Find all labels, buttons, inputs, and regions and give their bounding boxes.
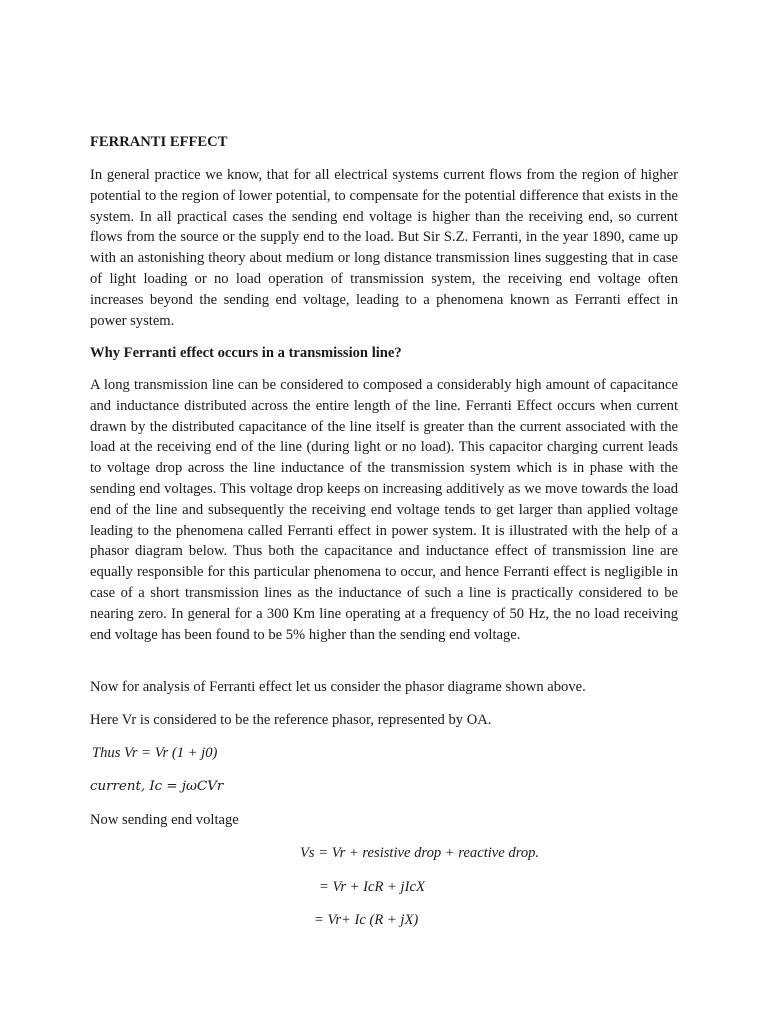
reference-line: Here Vr is considered to be the reference phasor, represented by OA. bbox=[90, 712, 492, 728]
section-subheading: Why Ferranti effect occurs in a transmission line? bbox=[90, 345, 402, 361]
equation-vs-2: = Vr + IcR + jIcX bbox=[319, 879, 425, 895]
equation-ic: current, Ic = jωCVr bbox=[90, 779, 224, 794]
intro-paragraph: In general practice we know, that for all electrical systems current flows from the region of higher potential to the region of lower potential, to compensate for the potential difference that exists in the system. In all practical cases the sending end voltage is higher than the receiving end, so current flows from the source or the supply end to the load. But Sir S.Z. Ferranti, in the year 1890, came up with an astonishing theory about medium or long distance transmission lines suggesting that in case of light loading or no load operation of transmission system, the receiving end voltage often increases beyond the sending end voltage, leading to a phenomena known as Ferranti effect in power system. bbox=[90, 167, 678, 329]
analysis-line: Now for analysis of Ferranti effect let us consider the phasor diagrame shown above. bbox=[90, 679, 586, 695]
equation-vs-1: Vs = Vr + resistive drop + reactive drop. bbox=[300, 845, 540, 861]
equation-vr: Thus Vr = Vr (1 + j0) bbox=[92, 745, 218, 761]
cause-paragraph: A long transmission line can be considered to composed a considerably high amount of capacitance and inductance distributed across the entire length of the line. Ferranti Effect occurs when current drawn by the distributed capacitance of the line itself is greater than the current associated with the load at the receiving end of the line (during light or no load). This capacitor charging current leads to voltage drop across the line inductance of the transmission system which is in phase with the sending end voltages. This voltage drop keeps on increasing additively as we move towards the load end of the line and subsequently the receiving end voltage tends to get larger than applied voltage leading to the phenomena called Ferranti effect in power system. It is illustrated with the help of a phasor diagram below. Thus both the capacitance and inductance effect of transmission line are equally responsible for this particular phenomena to occur, and hence Ferranti effect is negligible in case of a short transmission lines as the inductance of such a line is practically considered to be nearing zero. In general for a 300 Km line operating at a frequency of 50 Hz, the no load receiving end voltage has been found to be 5% higher than the sending end voltage. bbox=[90, 377, 678, 643]
document-heading: FERRANTI EFFECT bbox=[90, 134, 228, 150]
sending-end-label: Now sending end voltage bbox=[90, 812, 239, 828]
equation-vs-3: = Vr+ Ic (R + jX) bbox=[314, 912, 419, 928]
